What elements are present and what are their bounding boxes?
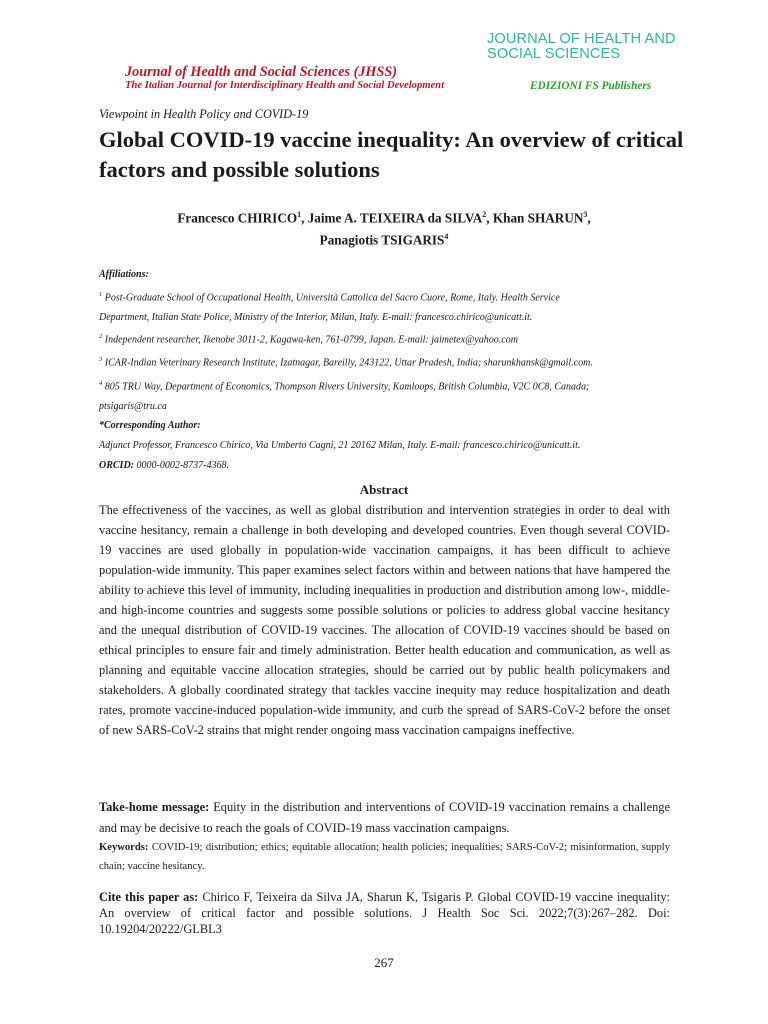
article-section: Viewpoint in Health Policy and COVID-19	[99, 107, 309, 121]
abstract-text: The effectiveness of the vaccines, as well as global distribution and intervention strategies in order to deal with vaccine hesitancy, remain a challenge in both developing and developed countries. Even though several COVID-19 vaccines are used globally in population-wide vaccination campaigns, it has been difficult to achieve population-wide immunity. This paper examines select factors within and between nations that have hampered the ability to achieve this level of immunity, including inequalities in production and distribution among low-, middle- and high-income countries and suggests some possible solutions or policies to address global vaccine hesitancy and the unequal distribution of COVID-19 vaccines. The allocation of COVID-19 vaccines should be based on ethical principles to ensure fair and timely administration. Better health education and communication, as well as planning and equitable vaccine allocation strategies, should be carried out by public health policymakers and stakeholders. A globally coordinated strategy that tackles vaccine inequity may reduce hospitalization and death rates, promote vaccine-induced population-wide immunity, and curb the spread of SARS-CoV-2 before the onset of new SARS-CoV-2 strains that might render ongoing mass vaccination campaigns ineffective.	[99, 503, 670, 737]
journal-subtitle: The Italian Journal for Interdisciplinary Health and Social Development	[125, 80, 445, 91]
affiliation-2: Independent researcher, Ikenobe 3011-2, Kagawa-ken, 761-0799, Japan. E-mail: jaimetex@yahoo.com	[104, 334, 518, 346]
orcid-value: 0000-0002-8737-4368.	[136, 459, 230, 471]
take-home-text: Equity in the distribution and interventions of COVID-19 vaccination remains a challenge and may be decisive to reach the goals of COVID-19 mass vaccination campaigns.	[99, 800, 670, 835]
keywords	[99, 838, 670, 876]
author-name: Francesco CHIRICO	[177, 210, 298, 226]
affiliation-mark: 2	[99, 333, 103, 341]
journal-name: Journal of Health and Social Sciences (JHSS)	[125, 64, 397, 80]
orcid-label: ORCID:	[99, 459, 135, 471]
affiliations-block	[99, 265, 674, 475]
citation-label: Cite this paper as:	[99, 890, 199, 904]
abstract-heading: Abstract	[359, 482, 409, 497]
affiliation-1-line-1: Post-Graduate School of Occupational Health, Università Cattolica del Sacro Cuore, Rome, Italy. Health Service	[104, 292, 560, 304]
brand-line-2: SOCIAL SCIENCES	[487, 45, 621, 62]
author-affiliation-mark: 4	[444, 232, 449, 242]
article-title: Global COVID-19 vaccine inequality: An overview of critical factors and possible solutions	[99, 127, 684, 182]
keywords-text: COVID-19; distribution; ethics; equitable allocation; health policies; inequalities; SARS-CoV-2; misinformation, supply chain; vaccine hesitancy.	[99, 842, 670, 872]
citation-text: Chirico F, Teixeira da Silva JA, Sharun K, Tsigaris P. Global COVID-19 vaccine inequality: An overview of critical factor and possible solutions. J Health Soc Sci. 2022;7(3):267–282. Doi: 10.19204/20222/GLBL3	[99, 890, 670, 936]
affiliation-1-line-2: Department, Italian State Police, Ministry of the Interior, Milan, Italy. E-mail: francesco.chirico@unicatt.it.	[99, 311, 533, 323]
journal-brand-logo	[487, 32, 717, 61]
author-name: Panagiotis TSIGARIS	[319, 232, 445, 248]
affiliation-3: ICAR-Indian Veterinary Research Institute, Izatnagar, Bareilly, 243122, Uttar Pradesh, India; sharunkhansk@gmail.com.	[104, 357, 593, 369]
take-home-message	[99, 797, 670, 839]
affiliations-heading: Affiliations:	[99, 269, 149, 280]
affiliation-4-line-1: 805 TRU Way, Department of Economics, Thompson Rivers University, Kamloops, British Columbia, V2C 0C8, Canada;	[104, 380, 590, 392]
affiliation-mark: 3	[99, 356, 103, 364]
author-affiliation-mark: 1	[297, 210, 302, 219]
author-list: Francesco CHIRICO$^1$, Jaime A. TEIXEIRA da SILVA$^2$, Khan SHARUN$^3$, Panagiotis TSIGARIS$^4$	[177, 210, 591, 248]
affiliation-mark: 1	[99, 290, 103, 298]
author-affiliation-mark: 3	[583, 210, 588, 219]
author-name: Khan SHARUN	[492, 210, 584, 226]
affiliation-4-line-2: ptsigaris@tru.ca	[99, 400, 167, 412]
take-home-label: Take-home message:	[99, 800, 210, 814]
citation	[99, 889, 670, 937]
brand-line-1: JOURNAL OF HEALTH AND	[487, 31, 676, 47]
corresponding-author: Adjunct Professor, Francesco Chirico, Via Umberto Cagni, 21 20162 Milan, Italy. E-mail: francesco.chirico@unicatt.it.	[99, 439, 581, 451]
page-number: 267	[374, 955, 394, 970]
corresponding-author-heading: *Corresponding Author:	[99, 420, 201, 432]
author-affiliation-mark: 2	[482, 210, 487, 219]
keywords-label: Keywords:	[99, 842, 149, 853]
affiliation-mark: 4	[99, 379, 103, 387]
author-name: Jaime A. TEIXEIRA da SILVA	[307, 210, 483, 226]
publisher-name: EDIZIONI FS Publishers	[530, 80, 652, 92]
